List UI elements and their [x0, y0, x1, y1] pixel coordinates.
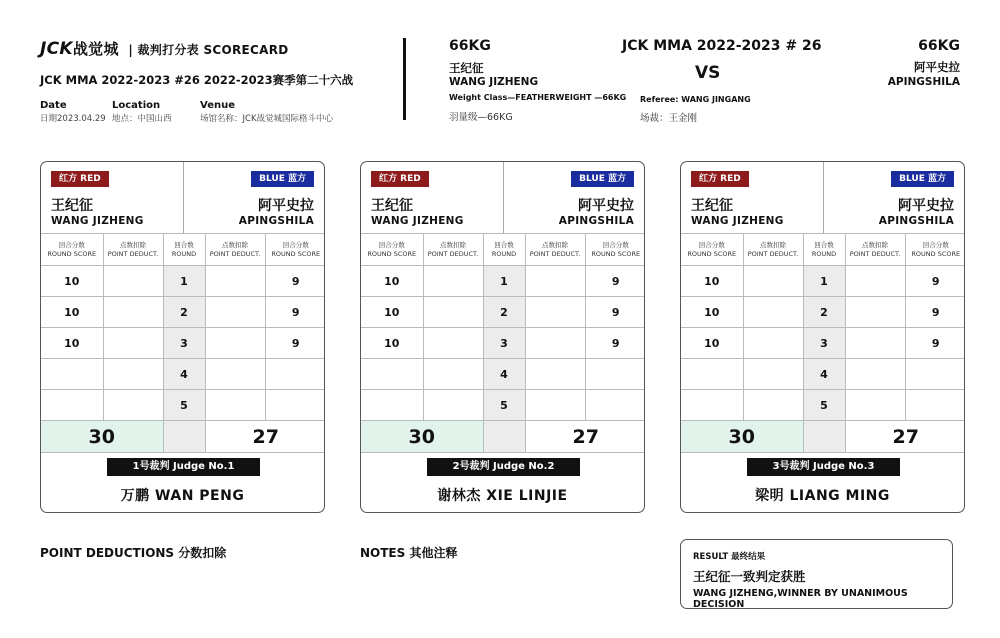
red-round-score: 10 [361, 266, 423, 297]
judge-scorecard [680, 161, 965, 513]
red-round-score [681, 390, 743, 421]
round-row [361, 328, 645, 359]
round-row [361, 390, 645, 421]
card-fighters [41, 162, 324, 234]
blue-round-score: 9 [585, 297, 645, 328]
red-round-score: 10 [681, 328, 743, 359]
notes-label: NOTES 其他注释 [360, 546, 458, 560]
blue-round-score [905, 359, 965, 390]
red-name-en: WANG JIZHENG [371, 215, 464, 227]
red-point-deduction [743, 359, 803, 390]
judge-name: 万鹏 WAN PENG [120, 488, 245, 504]
round-row [41, 359, 325, 390]
red-total: 30 [361, 421, 483, 453]
total-spacer [163, 421, 205, 453]
round-number: 4 [483, 359, 525, 390]
total-row [41, 421, 325, 453]
total-row [681, 421, 965, 453]
blue-point-deduction [205, 297, 265, 328]
round-number: 1 [803, 266, 845, 297]
red-point-deduction [743, 297, 803, 328]
logo-mark: JCK [40, 39, 73, 59]
blue-round-score: 9 [585, 266, 645, 297]
total-spacer [483, 421, 525, 453]
red-corner-badge: 红方 RED [371, 171, 429, 187]
blue-name-en: APINGSHILA [878, 215, 954, 227]
card-divider [183, 162, 184, 233]
blue-point-deduction [845, 266, 905, 297]
result-box [680, 539, 953, 609]
red-point-deduction [103, 390, 163, 421]
red-name-cn: 王纪征 [371, 198, 413, 214]
judge-tag: 1号裁判 Judge No.1 [107, 458, 260, 476]
blue-score-header: 回合分数 ROUND SCORE [585, 234, 645, 266]
blue-fighter-en: APINGSHILA [887, 76, 960, 88]
brand-logo [40, 38, 289, 59]
red-fighter-en: WANG JIZHENG [449, 76, 539, 88]
red-point-deduction [423, 328, 483, 359]
red-round-score: 10 [681, 297, 743, 328]
round-number: 1 [483, 266, 525, 297]
red-round-score: 10 [41, 266, 103, 297]
red-point-deduction [743, 328, 803, 359]
red-point-deduction [103, 359, 163, 390]
blue-total: 27 [845, 421, 965, 453]
result-cn: 王纪征一致判定获胜 [693, 569, 806, 584]
blue-deduct-header: 点数扣除 POINT DEDUCT. [845, 234, 905, 266]
red-fighter-cn: 王纪征 [449, 61, 484, 75]
blue-corner-badge: BLUE 蓝方 [891, 171, 954, 187]
round-number: 4 [163, 359, 205, 390]
blue-round-score: 9 [585, 328, 645, 359]
card-fighters [681, 162, 964, 234]
red-name-cn: 王纪征 [691, 198, 733, 214]
round-row [361, 266, 645, 297]
blue-point-deduction [525, 266, 585, 297]
round-row [681, 266, 965, 297]
red-name-cn: 王纪征 [51, 198, 93, 214]
red-weight: 66KG [449, 38, 491, 54]
round-number: 5 [803, 390, 845, 421]
red-deduct-header: 点数扣除 POINT DEDUCT. [743, 234, 803, 266]
blue-name-cn: 阿平史拉 [578, 198, 634, 214]
date-label: Date [40, 100, 67, 111]
result-label: RESULT 最终结果 [693, 552, 766, 562]
vs-label: VS [695, 63, 721, 83]
judge-tag: 3号裁判 Judge No.3 [747, 458, 900, 476]
blue-deduct-header: 点数扣除 POINT DEDUCT. [205, 234, 265, 266]
blue-point-deduction [845, 359, 905, 390]
red-round-score: 10 [681, 266, 743, 297]
blue-name-en: APINGSHILA [558, 215, 634, 227]
red-score-header: 回合分数 ROUND SCORE [41, 234, 103, 266]
blue-point-deduction [205, 266, 265, 297]
location-value: 地点：中国山西 [112, 114, 172, 124]
red-point-deduction [423, 297, 483, 328]
referee: Referee: WANG JINGANG [640, 95, 751, 104]
logo-cn: 战觉城 [72, 40, 119, 58]
blue-total: 27 [205, 421, 325, 453]
round-row [681, 359, 965, 390]
blue-point-deduction [205, 390, 265, 421]
red-total: 30 [681, 421, 803, 453]
score-table [41, 233, 325, 453]
round-number: 5 [483, 390, 525, 421]
round-number: 3 [483, 328, 525, 359]
weight-class-cn: 羽量级—66KG [449, 112, 513, 123]
round-row [361, 297, 645, 328]
round-header: 回合数 ROUND [483, 234, 525, 266]
red-point-deduction [103, 266, 163, 297]
judge-name: 梁明 LIANG MING [755, 488, 890, 504]
round-row [41, 266, 325, 297]
blue-round-score: 9 [905, 328, 965, 359]
venue-value: 场馆名称：JCK战觉城国际格斗中心 [200, 114, 334, 124]
round-number: 1 [163, 266, 205, 297]
round-row [361, 359, 645, 390]
round-row [41, 328, 325, 359]
doc-title: | 裁判打分表 SCORECARD [128, 43, 289, 57]
date-value: 日期2023.04.29 [40, 114, 106, 124]
red-name-en: WANG JIZHENG [51, 215, 144, 227]
round-number: 2 [803, 297, 845, 328]
red-round-score: 10 [361, 297, 423, 328]
blue-score-header: 回合分数 ROUND SCORE [905, 234, 965, 266]
red-point-deduction [743, 266, 803, 297]
blue-score-header: 回合分数 ROUND SCORE [265, 234, 325, 266]
blue-weight: 66KG [918, 38, 960, 54]
header-divider [403, 38, 406, 120]
blue-round-score [265, 390, 325, 421]
event-title: JCK MMA 2022-2023 # 26 [622, 38, 822, 54]
card-fighters [361, 162, 644, 234]
result-en: WANG JIZHENG,WINNER BY UNANIMOUS DECISION [693, 588, 908, 610]
round-row [41, 390, 325, 421]
judge-name: 谢林杰 XIE LINJIE [437, 488, 568, 504]
red-corner-badge: 红方 RED [51, 171, 109, 187]
red-round-score: 10 [41, 297, 103, 328]
location-label: Location [112, 100, 161, 111]
blue-point-deduction [205, 359, 265, 390]
round-row [681, 390, 965, 421]
red-point-deduction [423, 359, 483, 390]
blue-round-score: 9 [265, 328, 325, 359]
blue-fighter-cn: 阿平史拉 [914, 60, 960, 74]
score-header-row [681, 234, 965, 266]
blue-name-cn: 阿平史拉 [898, 198, 954, 214]
red-round-score [361, 390, 423, 421]
red-deduct-header: 点数扣除 POINT DEDUCT. [103, 234, 163, 266]
blue-round-score [905, 390, 965, 421]
red-score-header: 回合分数 ROUND SCORE [361, 234, 423, 266]
blue-total: 27 [525, 421, 645, 453]
total-spacer [803, 421, 845, 453]
red-round-score [361, 359, 423, 390]
judge-tag: 2号裁判 Judge No.2 [427, 458, 580, 476]
blue-point-deduction [525, 328, 585, 359]
blue-point-deduction [845, 390, 905, 421]
red-point-deduction [423, 390, 483, 421]
point-deductions-label: POINT DEDUCTIONS 分数扣除 [40, 546, 227, 560]
round-number: 3 [803, 328, 845, 359]
event-line: JCK MMA 2022-2023 #26 2022-2023赛季第二十六战 [40, 73, 354, 87]
weight-class: Weight Class—FEATHERWEIGHT —66KG [449, 93, 627, 102]
blue-point-deduction [845, 297, 905, 328]
red-point-deduction [103, 328, 163, 359]
blue-corner-badge: BLUE 蓝方 [571, 171, 634, 187]
red-point-deduction [743, 390, 803, 421]
round-number: 3 [163, 328, 205, 359]
round-number: 5 [163, 390, 205, 421]
red-round-score [41, 390, 103, 421]
blue-round-score [585, 359, 645, 390]
judge-scorecard [360, 161, 645, 513]
venue-label: Venue [200, 100, 235, 111]
round-header: 回合数 ROUND [803, 234, 845, 266]
blue-round-score: 9 [265, 266, 325, 297]
red-point-deduction [423, 266, 483, 297]
referee-cn: 场裁：王金刚 [640, 113, 698, 124]
blue-deduct-header: 点数扣除 POINT DEDUCT. [525, 234, 585, 266]
red-name-en: WANG JIZHENG [691, 215, 784, 227]
blue-name-cn: 阿平史拉 [258, 198, 314, 214]
red-point-deduction [103, 297, 163, 328]
card-divider [823, 162, 824, 233]
round-row [681, 297, 965, 328]
round-number: 2 [163, 297, 205, 328]
blue-point-deduction [525, 359, 585, 390]
blue-name-en: APINGSHILA [238, 215, 314, 227]
score-table [681, 233, 965, 453]
score-table [361, 233, 645, 453]
score-header-row [361, 234, 645, 266]
red-round-score [41, 359, 103, 390]
blue-round-score: 9 [265, 297, 325, 328]
red-total: 30 [41, 421, 163, 453]
round-row [41, 297, 325, 328]
blue-round-score [265, 359, 325, 390]
blue-point-deduction [525, 297, 585, 328]
blue-round-score [585, 390, 645, 421]
round-number: 2 [483, 297, 525, 328]
red-round-score [681, 359, 743, 390]
blue-point-deduction [845, 328, 905, 359]
round-number: 4 [803, 359, 845, 390]
blue-round-score: 9 [905, 297, 965, 328]
red-score-header: 回合分数 ROUND SCORE [681, 234, 743, 266]
red-round-score: 10 [361, 328, 423, 359]
blue-corner-badge: BLUE 蓝方 [251, 171, 314, 187]
red-round-score: 10 [41, 328, 103, 359]
blue-point-deduction [205, 328, 265, 359]
round-row [681, 328, 965, 359]
red-corner-badge: 红方 RED [691, 171, 749, 187]
blue-round-score: 9 [905, 266, 965, 297]
score-header-row [41, 234, 325, 266]
blue-point-deduction [525, 390, 585, 421]
round-header: 回合数 ROUND [163, 234, 205, 266]
red-deduct-header: 点数扣除 POINT DEDUCT. [423, 234, 483, 266]
card-divider [503, 162, 504, 233]
total-row [361, 421, 645, 453]
judge-scorecard [40, 161, 325, 513]
